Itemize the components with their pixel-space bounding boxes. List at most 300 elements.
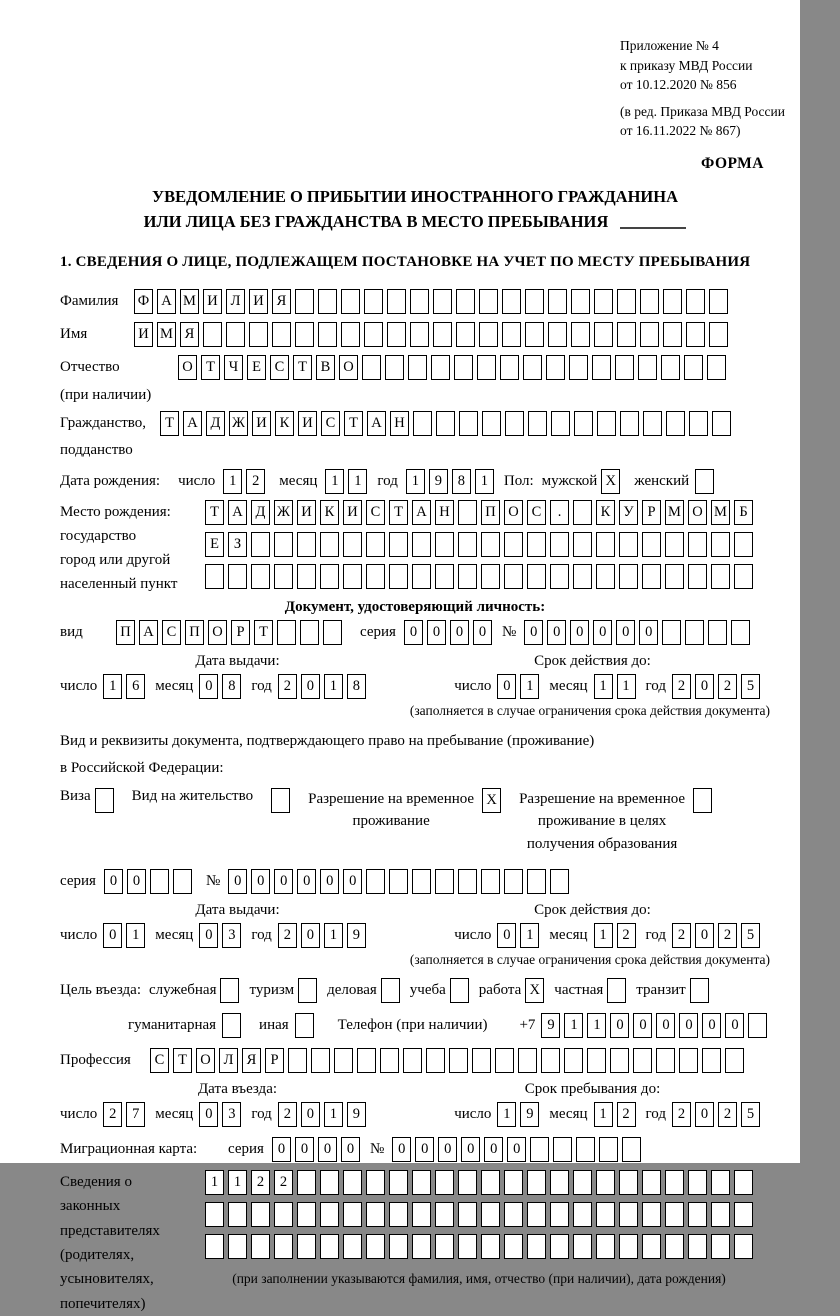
char-cell[interactable]: 1 <box>587 1013 606 1038</box>
char-cell[interactable] <box>734 532 753 557</box>
char-cell[interactable] <box>387 289 406 314</box>
residence-checkbox-cell[interactable] <box>271 788 290 813</box>
char-cell[interactable]: 0 <box>633 1013 652 1038</box>
char-cell[interactable]: 8 <box>347 674 366 699</box>
char-cell[interactable]: 3 <box>222 1102 241 1127</box>
char-cell[interactable] <box>702 1048 721 1073</box>
char-cell[interactable] <box>364 322 383 347</box>
char-cell[interactable]: А <box>412 500 431 525</box>
char-cell[interactable] <box>573 564 592 589</box>
char-cell[interactable]: И <box>343 500 362 525</box>
char-cell[interactable] <box>274 532 293 557</box>
char-cell[interactable]: И <box>252 411 271 436</box>
char-cell[interactable] <box>343 1170 362 1195</box>
char-cell[interactable] <box>320 564 339 589</box>
visa-checkbox-cell[interactable] <box>95 788 114 813</box>
char-cell[interactable]: 1 <box>228 1170 247 1195</box>
char-cell[interactable] <box>251 564 270 589</box>
char-cell[interactable] <box>403 1048 422 1073</box>
char-cell[interactable]: 1 <box>126 923 145 948</box>
char-cell[interactable] <box>295 322 314 347</box>
char-cell[interactable]: И <box>203 289 222 314</box>
char-cell[interactable]: Т <box>254 620 273 645</box>
char-cell[interactable] <box>504 869 523 894</box>
char-cell[interactable]: 0 <box>199 1102 218 1127</box>
char-cell[interactable]: П <box>481 500 500 525</box>
char-cell[interactable]: 1 <box>324 1102 343 1127</box>
char-cell[interactable] <box>297 564 316 589</box>
char-cell[interactable] <box>610 1048 629 1073</box>
char-cell[interactable] <box>203 322 222 347</box>
char-cell[interactable]: 9 <box>429 469 448 494</box>
char-cell[interactable]: Д <box>206 411 225 436</box>
char-cell[interactable] <box>573 1170 592 1195</box>
char-cell[interactable]: 6 <box>126 674 145 699</box>
char-cell[interactable]: 0 <box>593 620 612 645</box>
char-cell[interactable]: 0 <box>228 869 247 894</box>
char-cell[interactable]: В <box>316 355 335 380</box>
char-cell[interactable] <box>573 1234 592 1259</box>
char-cell[interactable]: Я <box>242 1048 261 1073</box>
char-cell[interactable]: С <box>270 355 289 380</box>
char-cell[interactable] <box>357 1048 376 1073</box>
char-cell[interactable]: И <box>297 500 316 525</box>
char-cell[interactable]: Т <box>344 411 363 436</box>
char-cell[interactable]: 2 <box>251 1170 270 1195</box>
char-cell[interactable]: 2 <box>103 1102 122 1127</box>
char-cell[interactable] <box>574 411 593 436</box>
char-cell[interactable] <box>205 1234 224 1259</box>
char-cell[interactable] <box>541 1048 560 1073</box>
char-cell[interactable]: 0 <box>301 674 320 699</box>
char-cell[interactable] <box>249 322 268 347</box>
char-cell[interactable] <box>661 355 680 380</box>
char-cell[interactable] <box>431 355 450 380</box>
char-cell[interactable]: 1 <box>324 674 343 699</box>
char-cell[interactable] <box>323 620 342 645</box>
char-cell[interactable] <box>573 532 592 557</box>
char-cell[interactable]: 0 <box>616 620 635 645</box>
char-cell[interactable]: 2 <box>278 674 297 699</box>
char-cell[interactable]: 0 <box>507 1137 526 1162</box>
char-cell[interactable] <box>711 532 730 557</box>
char-cell[interactable] <box>592 355 611 380</box>
char-cell[interactable]: 8 <box>222 674 241 699</box>
char-cell[interactable]: 1 <box>475 469 494 494</box>
char-cell[interactable] <box>389 1234 408 1259</box>
char-cell[interactable] <box>251 1234 270 1259</box>
char-cell[interactable] <box>525 322 544 347</box>
char-cell[interactable]: Е <box>205 532 224 557</box>
char-cell[interactable]: 0 <box>497 674 516 699</box>
char-cell[interactable] <box>619 564 638 589</box>
char-cell[interactable] <box>527 1234 546 1259</box>
char-cell[interactable] <box>413 411 432 436</box>
char-cell[interactable]: 0 <box>639 620 658 645</box>
char-cell[interactable] <box>173 869 192 894</box>
char-cell[interactable]: Я <box>180 322 199 347</box>
char-cell[interactable] <box>502 322 521 347</box>
char-cell[interactable]: О <box>178 355 197 380</box>
char-cell[interactable]: Н <box>390 411 409 436</box>
char-cell[interactable]: 2 <box>278 1102 297 1127</box>
char-cell[interactable]: С <box>150 1048 169 1073</box>
char-cell[interactable] <box>663 289 682 314</box>
char-cell[interactable] <box>343 532 362 557</box>
char-cell[interactable] <box>663 322 682 347</box>
char-cell[interactable]: Р <box>642 500 661 525</box>
char-cell[interactable]: 0 <box>127 869 146 894</box>
char-cell[interactable] <box>619 1170 638 1195</box>
char-cell[interactable]: 1 <box>520 923 539 948</box>
char-cell[interactable] <box>615 355 634 380</box>
female-checkbox-cell[interactable] <box>695 469 714 494</box>
char-cell[interactable] <box>389 532 408 557</box>
char-cell[interactable] <box>686 322 705 347</box>
char-cell[interactable] <box>550 1234 569 1259</box>
char-cell[interactable] <box>274 1234 293 1259</box>
char-cell[interactable] <box>642 1202 661 1227</box>
char-cell[interactable] <box>684 355 703 380</box>
char-cell[interactable]: 1 <box>223 469 242 494</box>
char-cell[interactable] <box>666 411 685 436</box>
char-cell[interactable]: 0 <box>473 620 492 645</box>
char-cell[interactable] <box>389 564 408 589</box>
char-cell[interactable] <box>619 1202 638 1227</box>
char-cell[interactable] <box>712 411 731 436</box>
char-cell[interactable] <box>412 1202 431 1227</box>
char-cell[interactable] <box>734 1234 753 1259</box>
char-cell[interactable] <box>366 869 385 894</box>
char-cell[interactable]: М <box>665 500 684 525</box>
char-cell[interactable]: 0 <box>301 923 320 948</box>
char-cell[interactable]: 1 <box>406 469 425 494</box>
char-cell[interactable]: 2 <box>274 1170 293 1195</box>
char-cell[interactable]: 2 <box>246 469 265 494</box>
char-cell[interactable] <box>320 1234 339 1259</box>
char-cell[interactable] <box>642 532 661 557</box>
char-cell[interactable] <box>596 1234 615 1259</box>
char-cell[interactable] <box>436 411 455 436</box>
char-cell[interactable] <box>504 532 523 557</box>
char-cell[interactable]: 0 <box>295 1137 314 1162</box>
char-cell[interactable] <box>277 620 296 645</box>
char-cell[interactable]: И <box>249 289 268 314</box>
char-cell[interactable]: 5 <box>741 1102 760 1127</box>
char-cell[interactable] <box>297 1234 316 1259</box>
char-cell[interactable] <box>366 1202 385 1227</box>
char-cell[interactable]: 2 <box>718 674 737 699</box>
char-cell[interactable] <box>599 1137 618 1162</box>
char-cell[interactable] <box>548 289 567 314</box>
char-cell[interactable]: 1 <box>324 923 343 948</box>
char-cell[interactable] <box>596 564 615 589</box>
char-cell[interactable]: 0 <box>297 869 316 894</box>
char-cell[interactable] <box>458 564 477 589</box>
char-cell[interactable]: К <box>320 500 339 525</box>
char-cell[interactable]: 1 <box>564 1013 583 1038</box>
char-cell[interactable]: 0 <box>251 869 270 894</box>
char-cell[interactable]: 1 <box>594 923 613 948</box>
char-cell[interactable] <box>548 322 567 347</box>
char-cell[interactable] <box>553 1137 572 1162</box>
char-cell[interactable]: А <box>228 500 247 525</box>
char-cell[interactable] <box>274 1202 293 1227</box>
char-cell[interactable] <box>640 289 659 314</box>
purpose-checkbox-cell[interactable] <box>450 978 469 1003</box>
char-cell[interactable]: М <box>157 322 176 347</box>
char-cell[interactable]: 0 <box>438 1137 457 1162</box>
char-cell[interactable]: 2 <box>672 923 691 948</box>
char-cell[interactable]: 0 <box>404 620 423 645</box>
char-cell[interactable]: 0 <box>272 1137 291 1162</box>
char-cell[interactable] <box>389 1170 408 1195</box>
char-cell[interactable]: 0 <box>610 1013 629 1038</box>
char-cell[interactable] <box>320 1202 339 1227</box>
char-cell[interactable] <box>366 1170 385 1195</box>
char-cell[interactable]: 0 <box>199 674 218 699</box>
char-cell[interactable] <box>642 1170 661 1195</box>
char-cell[interactable] <box>226 322 245 347</box>
char-cell[interactable]: 5 <box>741 674 760 699</box>
char-cell[interactable] <box>505 411 524 436</box>
purpose-checkbox-cell[interactable] <box>295 1013 314 1038</box>
char-cell[interactable] <box>686 289 705 314</box>
char-cell[interactable] <box>364 289 383 314</box>
char-cell[interactable] <box>272 322 291 347</box>
char-cell[interactable] <box>228 1202 247 1227</box>
char-cell[interactable]: 8 <box>452 469 471 494</box>
char-cell[interactable] <box>387 322 406 347</box>
char-cell[interactable]: 0 <box>679 1013 698 1038</box>
char-cell[interactable] <box>527 1170 546 1195</box>
char-cell[interactable]: О <box>208 620 227 645</box>
char-cell[interactable] <box>688 1234 707 1259</box>
char-cell[interactable]: 1 <box>103 674 122 699</box>
char-cell[interactable] <box>320 1170 339 1195</box>
char-cell[interactable]: 0 <box>104 869 123 894</box>
char-cell[interactable]: 0 <box>103 923 122 948</box>
char-cell[interactable]: 0 <box>274 869 293 894</box>
char-cell[interactable] <box>617 322 636 347</box>
char-cell[interactable]: М <box>711 500 730 525</box>
char-cell[interactable]: Ф <box>134 289 153 314</box>
char-cell[interactable]: 0 <box>320 869 339 894</box>
char-cell[interactable] <box>297 532 316 557</box>
char-cell[interactable] <box>426 1048 445 1073</box>
char-cell[interactable]: 1 <box>325 469 344 494</box>
char-cell[interactable] <box>527 1202 546 1227</box>
char-cell[interactable] <box>685 620 704 645</box>
char-cell[interactable]: Л <box>219 1048 238 1073</box>
char-cell[interactable]: О <box>196 1048 215 1073</box>
char-cell[interactable] <box>343 1202 362 1227</box>
char-cell[interactable] <box>707 355 726 380</box>
char-cell[interactable]: 0 <box>484 1137 503 1162</box>
char-cell[interactable]: П <box>185 620 204 645</box>
char-cell[interactable] <box>504 1234 523 1259</box>
char-cell[interactable] <box>725 1048 744 1073</box>
char-cell[interactable]: 0 <box>702 1013 721 1038</box>
char-cell[interactable] <box>688 1170 707 1195</box>
char-cell[interactable] <box>665 564 684 589</box>
char-cell[interactable]: 5 <box>741 923 760 948</box>
char-cell[interactable] <box>523 355 542 380</box>
char-cell[interactable] <box>479 289 498 314</box>
char-cell[interactable] <box>410 322 429 347</box>
char-cell[interactable] <box>318 322 337 347</box>
char-cell[interactable] <box>410 289 429 314</box>
char-cell[interactable] <box>640 322 659 347</box>
char-cell[interactable] <box>274 564 293 589</box>
char-cell[interactable] <box>295 289 314 314</box>
char-cell[interactable] <box>688 564 707 589</box>
char-cell[interactable]: П <box>116 620 135 645</box>
char-cell[interactable]: 1 <box>594 1102 613 1127</box>
char-cell[interactable] <box>481 869 500 894</box>
char-cell[interactable] <box>708 620 727 645</box>
char-cell[interactable] <box>228 1234 247 1259</box>
char-cell[interactable]: 9 <box>347 923 366 948</box>
char-cell[interactable]: 0 <box>450 620 469 645</box>
char-cell[interactable] <box>481 1234 500 1259</box>
char-cell[interactable]: У <box>619 500 638 525</box>
char-cell[interactable] <box>550 564 569 589</box>
char-cell[interactable] <box>688 532 707 557</box>
char-cell[interactable]: Е <box>247 355 266 380</box>
char-cell[interactable] <box>472 1048 491 1073</box>
char-cell[interactable] <box>679 1048 698 1073</box>
char-cell[interactable]: Т <box>389 500 408 525</box>
char-cell[interactable] <box>643 411 662 436</box>
temp-permit-checkbox-cell[interactable]: X <box>482 788 501 813</box>
temp-permit-edu-checkbox-cell[interactable] <box>693 788 712 813</box>
char-cell[interactable]: О <box>339 355 358 380</box>
char-cell[interactable]: Т <box>160 411 179 436</box>
char-cell[interactable] <box>297 1202 316 1227</box>
char-cell[interactable]: 0 <box>318 1137 337 1162</box>
char-cell[interactable]: 9 <box>520 1102 539 1127</box>
char-cell[interactable] <box>482 411 501 436</box>
char-cell[interactable] <box>709 289 728 314</box>
char-cell[interactable] <box>458 500 477 525</box>
char-cell[interactable] <box>573 500 592 525</box>
char-cell[interactable] <box>341 289 360 314</box>
purpose-checkbox-cell[interactable] <box>690 978 709 1003</box>
char-cell[interactable]: 0 <box>427 620 446 645</box>
char-cell[interactable]: 0 <box>695 1102 714 1127</box>
char-cell[interactable] <box>596 1170 615 1195</box>
char-cell[interactable] <box>576 1137 595 1162</box>
char-cell[interactable] <box>642 564 661 589</box>
char-cell[interactable]: А <box>139 620 158 645</box>
char-cell[interactable] <box>500 355 519 380</box>
char-cell[interactable] <box>665 1202 684 1227</box>
char-cell[interactable]: 0 <box>497 923 516 948</box>
char-cell[interactable]: А <box>367 411 386 436</box>
char-cell[interactable] <box>205 1202 224 1227</box>
char-cell[interactable]: З <box>228 532 247 557</box>
purpose-checkbox-cell[interactable] <box>298 978 317 1003</box>
char-cell[interactable] <box>656 1048 675 1073</box>
char-cell[interactable] <box>334 1048 353 1073</box>
char-cell[interactable]: Ч <box>224 355 243 380</box>
char-cell[interactable]: 9 <box>347 1102 366 1127</box>
char-cell[interactable] <box>343 564 362 589</box>
purpose-checkbox-cell[interactable] <box>220 978 239 1003</box>
char-cell[interactable]: Р <box>265 1048 284 1073</box>
char-cell[interactable] <box>228 564 247 589</box>
char-cell[interactable]: 9 <box>541 1013 560 1038</box>
char-cell[interactable] <box>571 289 590 314</box>
char-cell[interactable] <box>551 411 570 436</box>
char-cell[interactable] <box>458 532 477 557</box>
char-cell[interactable]: 0 <box>392 1137 411 1162</box>
char-cell[interactable] <box>502 289 521 314</box>
char-cell[interactable]: А <box>183 411 202 436</box>
char-cell[interactable]: 0 <box>415 1137 434 1162</box>
char-cell[interactable] <box>408 355 427 380</box>
char-cell[interactable]: М <box>180 289 199 314</box>
char-cell[interactable] <box>665 1170 684 1195</box>
char-cell[interactable]: О <box>504 500 523 525</box>
char-cell[interactable] <box>550 1170 569 1195</box>
char-cell[interactable] <box>435 1234 454 1259</box>
char-cell[interactable] <box>571 322 590 347</box>
char-cell[interactable] <box>504 1202 523 1227</box>
char-cell[interactable] <box>435 1170 454 1195</box>
char-cell[interactable]: Б <box>734 500 753 525</box>
char-cell[interactable] <box>389 1202 408 1227</box>
char-cell[interactable]: Т <box>293 355 312 380</box>
char-cell[interactable] <box>435 532 454 557</box>
char-cell[interactable] <box>366 564 385 589</box>
char-cell[interactable] <box>495 1048 514 1073</box>
char-cell[interactable] <box>433 289 452 314</box>
char-cell[interactable]: К <box>596 500 615 525</box>
char-cell[interactable] <box>734 1170 753 1195</box>
char-cell[interactable] <box>205 564 224 589</box>
char-cell[interactable] <box>530 1137 549 1162</box>
char-cell[interactable] <box>527 564 546 589</box>
char-cell[interactable]: 1 <box>348 469 367 494</box>
char-cell[interactable] <box>528 411 547 436</box>
char-cell[interactable]: 0 <box>656 1013 675 1038</box>
char-cell[interactable] <box>587 1048 606 1073</box>
char-cell[interactable] <box>412 564 431 589</box>
char-cell[interactable]: Т <box>205 500 224 525</box>
char-cell[interactable]: 0 <box>341 1137 360 1162</box>
char-cell[interactable] <box>594 322 613 347</box>
char-cell[interactable] <box>550 1202 569 1227</box>
char-cell[interactable]: Л <box>226 289 245 314</box>
char-cell[interactable] <box>527 532 546 557</box>
char-cell[interactable] <box>569 355 588 380</box>
char-cell[interactable] <box>619 1234 638 1259</box>
char-cell[interactable] <box>638 355 657 380</box>
char-cell[interactable]: 2 <box>672 674 691 699</box>
char-cell[interactable]: 7 <box>126 1102 145 1127</box>
char-cell[interactable] <box>481 1170 500 1195</box>
char-cell[interactable] <box>318 289 337 314</box>
char-cell[interactable] <box>433 322 452 347</box>
char-cell[interactable] <box>288 1048 307 1073</box>
char-cell[interactable] <box>620 411 639 436</box>
char-cell[interactable] <box>479 322 498 347</box>
char-cell[interactable]: С <box>162 620 181 645</box>
char-cell[interactable]: 0 <box>695 674 714 699</box>
char-cell[interactable]: С <box>527 500 546 525</box>
